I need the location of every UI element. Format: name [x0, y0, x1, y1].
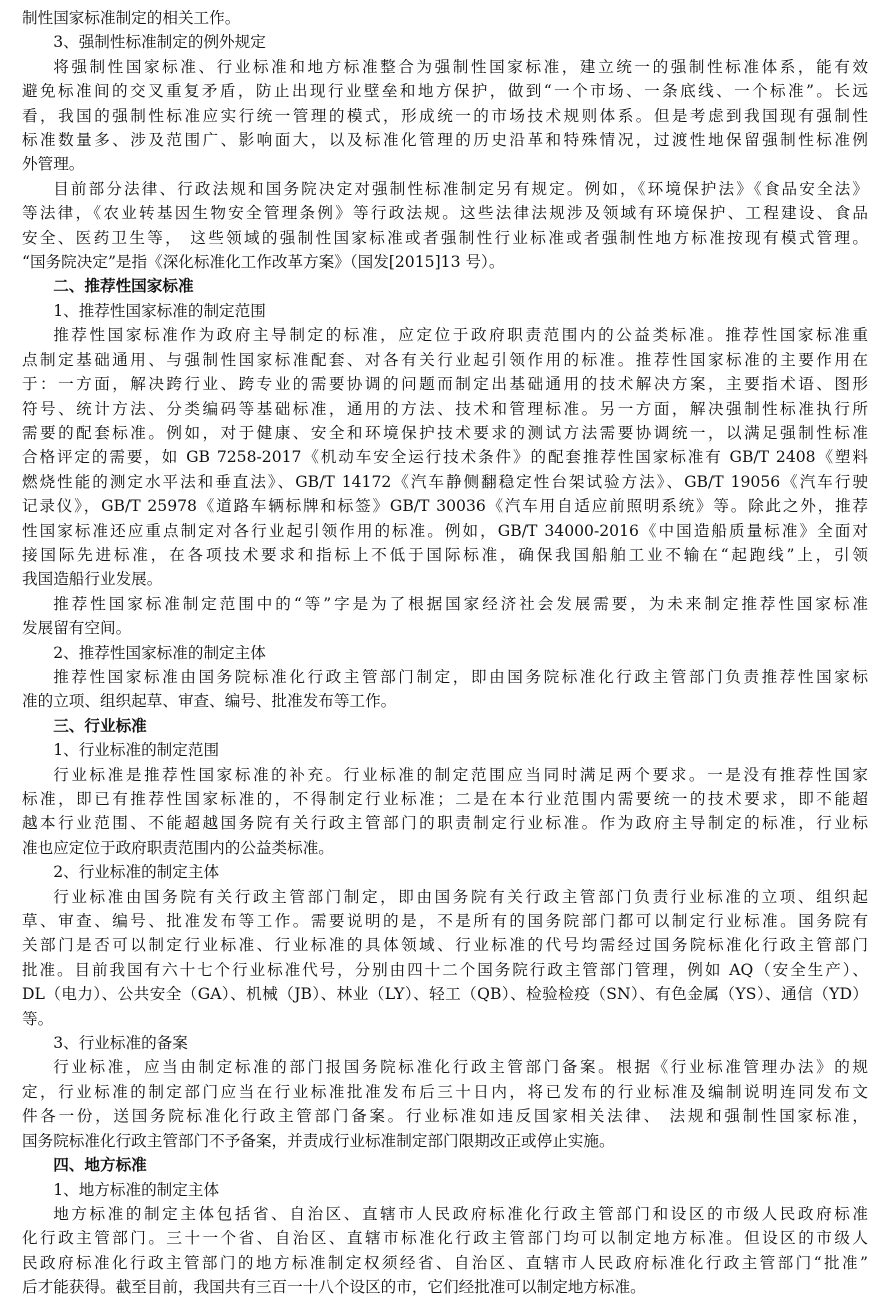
body-text-line: 民政府标准化行政主管部门的地方标准制定权须经省、自治区、直辖市人民政府标准化行政主管部门“批准”: [22, 1253, 868, 1272]
body-text-line: 推荐性国家标准作为政府主导制定的标准，应定位于政府职责范围内的公益类标准。推荐性国家标准重: [53, 326, 868, 345]
subsection-heading: 2、推荐性国家标准的制定主体: [53, 643, 266, 662]
body-text-line: 制性国家标准制定的相关工作。: [22, 9, 241, 27]
body-text-line: 燃烧性能的测定水平法和垂直法》、GB/T 14172《汽车静侧翻稳定性台架试验方法》、GB/T 19056《汽车行驶: [22, 472, 868, 491]
body-text-line: 推荐性国家标准制定范围中的“等”字是为了根据国家经济社会发展需要，为未来制定推荐性国家标准: [53, 594, 868, 613]
body-text-line: 草、审查、编号、批准发布等工作。需要说明的是，不是所有的国务院部门都可以制定行业标准。国务院有: [22, 912, 868, 931]
subsection-heading: 1、地方标准的制定主体: [53, 1180, 220, 1199]
body-text-line: 合格评定的需要，如 GB 7258-2017《机动车安全运行技术条件》的配套推荐性国家标准有 GB/T 2408《塑料: [22, 448, 868, 467]
body-text-line: 发展留有空间。: [22, 619, 132, 638]
body-text-line: 推荐性国家标准由国务院标准化行政主管部门制定，即由国务院标准化行政主管部门负责推荐性国家标: [53, 667, 868, 686]
subsection-heading: 1、推荐性国家标准的制定范围: [53, 301, 266, 320]
subsection-heading: 1、行业标准的制定范围: [53, 741, 220, 760]
body-text-line: 批准。目前我国有六十七个行业标准代号，分别由四十二个国务院行政主管部门管理，例如 AQ（安全生产）、: [22, 960, 868, 979]
body-text-line: 安全、医药卫生等， 这些领域的强制性国家标准或者强制性行业标准或者强制性地方标准按现有模式管理。: [22, 228, 868, 247]
body-text-line: 行业标准，应当由制定标准的部门报国务院标准化行政主管部门备案。根据《行业标准管理办法》的规: [53, 1058, 868, 1077]
body-text-line: 性国家标准还应重点制定对各行业起引领作用的标准。例如，GB/T 34000-2016《中国造船质量标准》全面对: [22, 521, 868, 540]
subsection-heading: 2、行业标准的制定主体: [53, 863, 220, 882]
section-heading: 二、推荐性国家标准: [53, 277, 194, 296]
body-text-line: 记录仪》，GB/T 25978《道路车辆标牌和标签》GB/T 30036《汽车用自适应前照明系统》等。除此之外，推荐: [22, 497, 868, 516]
body-text-line: 外管理。: [22, 155, 85, 174]
body-text-line: 准的立项、组织起草、审查、编号、批准发布等工作。: [22, 692, 397, 711]
body-text-line: 关部门是否可以制定行业标准、行业标准的具体领域、行业标准的代号均需经过国务院标准化行政主管部门: [22, 936, 868, 955]
body-text-line: 标准，即已有推荐性国家标准的，不得制定行业标准；二是在本行业范围内需要统一的技术要求，即不能超: [22, 790, 868, 808]
section-heading: 四、地方标准: [53, 1156, 147, 1175]
subsection-heading: 3、行业标准的备案: [53, 1034, 188, 1053]
body-text-line: 件各一份，送国务院标准化行政主管部门备案。行业标准如违反国家相关法律、 法规和强制性国家标准，: [22, 1107, 868, 1126]
body-text-line: 将强制性国家标准、行业标准和地方标准整合为强制性国家标准，建立统一的强制性标准体系，能有效: [53, 57, 868, 76]
body-text-line: 地方标准的制定主体包括省、自治区、直辖市人民政府标准化行政主管部门和设区的市级人民政府标准: [53, 1204, 868, 1223]
body-text-line: 符号、统计方法、分类编码等基础标准，通用的方法、技术和管理标准。另一方面，解决强制性标准执行所: [22, 399, 868, 418]
section-heading: 三、行业标准: [53, 716, 147, 735]
body-text-line: 行业标准由国务院有关行政主管部门制定，即由国务院有关行政主管部门负责行业标准的立项、组织起: [53, 887, 868, 906]
body-text-line: 国务院标准化行政主管部门不予备案，并责成行业标准制定部门限期改正或停止实施。: [22, 1131, 615, 1150]
body-text-line: 避免标准间的交叉重复矛盾，防止出现行业壁垒和地方保护，做到“一个市场、一条底线、一个标准”。长远: [22, 82, 868, 101]
body-text-line: 化行政主管部门。三十一个省、自治区、直辖市标准化行政主管部门均可以制定地方标准。但设区的市级人: [22, 1229, 868, 1248]
body-text-line: 准也应定位于政府职责范围内的公益类标准。: [22, 838, 334, 857]
body-text-line: “国务院决定”是指《深化标准化工作改革方案》（国发[2015]13 号）。: [22, 253, 505, 272]
body-text-line: 标准数量多、涉及范围广、影响面大，以及标准化管理的历史沿革和特殊情况，过渡性地保留强制性标准例: [22, 131, 868, 150]
body-text-line: 点制定基础通用、与强制性国家标准配套、对各有关行业起引领作用的标准。推荐性国家标准的主要作用在: [22, 350, 868, 369]
body-text-line: 行业标准是推荐性国家标准的补充。行业标准的制定范围应当同时满足两个要求。一是没有推荐性国家: [53, 765, 868, 784]
body-text-line: 需要的配套标准。例如，对于健康、安全和环境保护技术要求的测试方法需要协调统一，以满足强制性标准: [22, 423, 868, 442]
body-text-line: 等法律，《农业转基因生物安全管理条例》等行政法规。这些法律法规涉及领域有环境保护、工程建设、食品: [22, 204, 868, 223]
body-text-line: 后才能获得。截至目前，我国共有三百一十八个设区的市，它们经批准可以制定地方标准。: [22, 1278, 646, 1297]
body-text-line: 越本行业范围、不能超越国务院有关行政主管部门的职责制定行业标准。作为政府主导制定的标准，行业标: [22, 814, 868, 833]
subsection-heading: 3、强制性标准制定的例外规定: [53, 33, 266, 52]
body-text-line: 定，行业标准的制定部门应当在行业标准批准发布后三十日内，将已发布的行业标准及编制说明连同发布文: [22, 1082, 868, 1101]
body-text-line: 我国造船行业发展。: [22, 570, 163, 589]
body-text-line: 看，我国的强制性标准应实行统一管理的模式，形成统一的市场技术规则体系。但是考虑到我国现有强制性: [22, 106, 868, 125]
body-text-line: 于：一方面，解决跨行业、跨专业的需要协调的问题而制定出基础通用的技术解决方案，主要指术语、图形: [22, 375, 868, 394]
body-text-line: 目前部分法律、行政法规和国务院决定对强制性标准制定另有规定。例如，《环境保护法》《食品安全法》: [53, 179, 868, 198]
body-text-line: DL（电力）、公共安全（GA）、机械（JB）、林业（LY）、轻工（QB）、检验检疫（SN）、有色金属（YS）、通信（YD）: [22, 985, 868, 1004]
body-text-line: 等。: [22, 1009, 54, 1028]
body-text-line: 接国际先进标准，在各项技术要求和指标上不低于国际标准，确保我国船舶工业不输在“起跑线”上，引领: [22, 545, 868, 564]
